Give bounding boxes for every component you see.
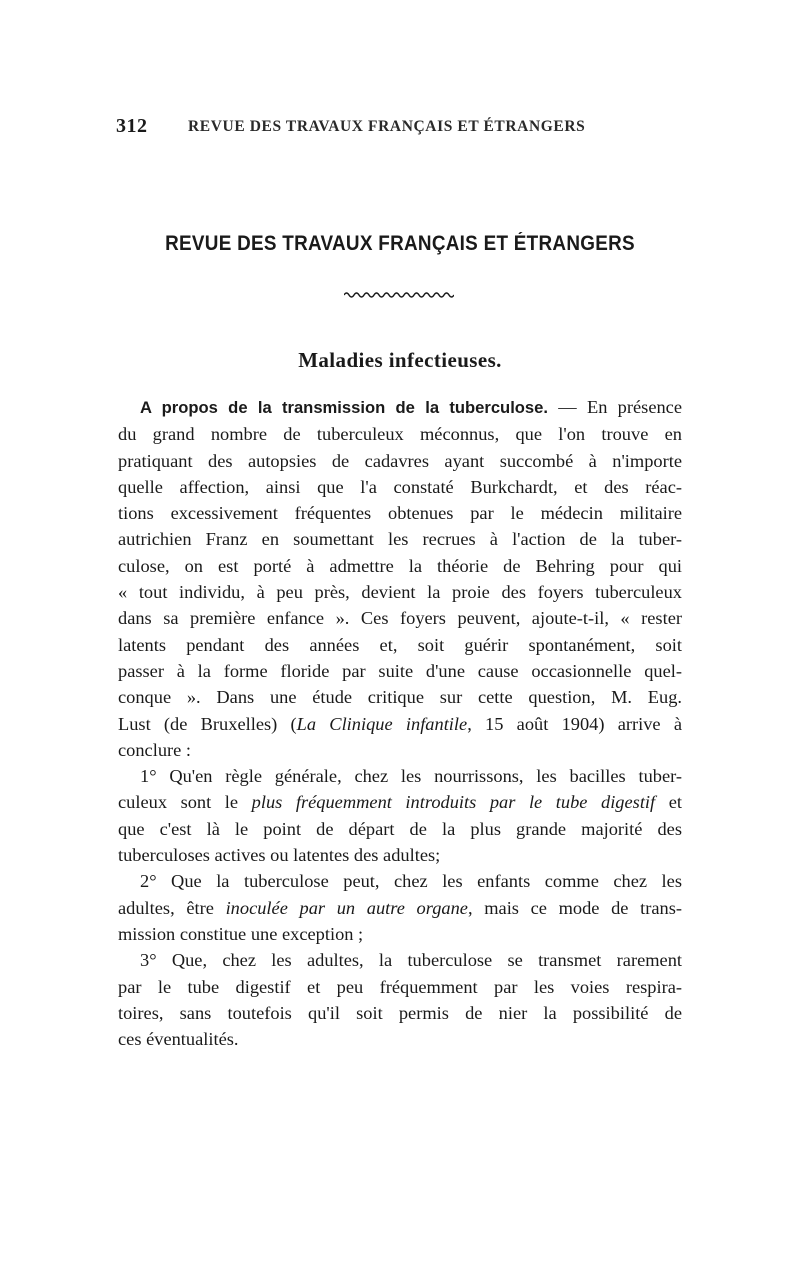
conclusion-2-line: mission constitue une exception ; (118, 923, 364, 944)
running-title: REVUE DES TRAVAUX FRANÇAIS ET ÉTRANGERS (188, 118, 586, 135)
running-header (116, 115, 686, 141)
conclusion-3-line: ces éventualités. (118, 1029, 239, 1050)
article-line: pratiquant des autopsies de cadavres ayant succombé à n'importe (118, 450, 682, 471)
article-line: conclure : (118, 739, 192, 760)
article-line: latents pendant des années et, soit guérir spontanément, soit (118, 634, 682, 655)
article-line: quelle affection, ainsi que l'a constaté Burkchardt, et des réac- (118, 476, 682, 497)
article-line: « tout individu, à peu près, devient la proie des foyers tuberculeux (118, 582, 682, 603)
conclusion-3-line: 3° Que, chez les adultes, la tuberculose se transmet rarement (140, 950, 682, 971)
emphasis: inoculée par un autre organe (225, 897, 468, 918)
article-line: conque ». Dans une étude critique sur cette question, M. Eug. (118, 687, 682, 708)
article-heading: A propos de la transmission de la tuberculose. (140, 398, 549, 417)
article-line: passer à la forme floride par suite d'une cause occasionnelle quel- (118, 660, 682, 681)
conclusion-1-line: 1° Qu'en règle générale, chez les nourrissons, les bacilles tuber- (140, 766, 682, 787)
page-number: 312 (116, 115, 148, 137)
conclusion-1-line: que c'est là le point de départ de la plus grande majorité des (118, 818, 682, 839)
conclusion-2-line: 2° Que la tuberculose peut, chez les enfants comme chez les (140, 871, 682, 892)
article-line: culose, on est porté à admettre la théorie de Behring pour qui (118, 555, 682, 576)
article-line: du grand nombre de tuberculeux méconnus, que l'on trouve en (118, 424, 682, 445)
conclusion-1-line: culeux sont le plus fréquemment introduits par le tube digestif et (118, 792, 682, 813)
wavy-ornament-icon (344, 290, 454, 300)
journal-title: REVUE DES TRAVAUX FRANÇAIS ET ÉTRANGERS (165, 232, 635, 255)
article-line: tions excessivement fréquentes obtenues par le médecin militaire (118, 503, 682, 524)
emphasis: plus fréquemment introduits par le tube digestif (251, 792, 656, 813)
article-body (118, 394, 682, 1052)
conclusion-2-line: adultes, être inoculée par un autre organe, mais ce mode de trans- (118, 897, 682, 918)
section-title: Maladies infectieuses. (298, 348, 502, 372)
article-line: dans sa première enfance ». Ces foyers peuvent, ajoute-t-il, « rester (118, 608, 682, 629)
conclusion-3-line: par le tube digestif et peu fréquemment par les voies respira- (118, 976, 682, 997)
conclusion-3-line: toires, sans toutefois qu'il soit permis de nier la possibilité de (118, 1002, 682, 1023)
conclusion-1-line: tuberculoses actives ou latentes des adultes; (118, 845, 441, 866)
journal-reference: La Clinique infantile (296, 713, 468, 734)
article-line: autrichien Franz en soumettant les recrues à l'action de la tuber- (118, 529, 682, 550)
article-line: A propos de la transmission de la tuberculose. — En présence (140, 397, 682, 417)
article-line: Lust (de Bruxelles) (La Clinique infantile, 15 août 1904) arrive à (118, 713, 682, 734)
